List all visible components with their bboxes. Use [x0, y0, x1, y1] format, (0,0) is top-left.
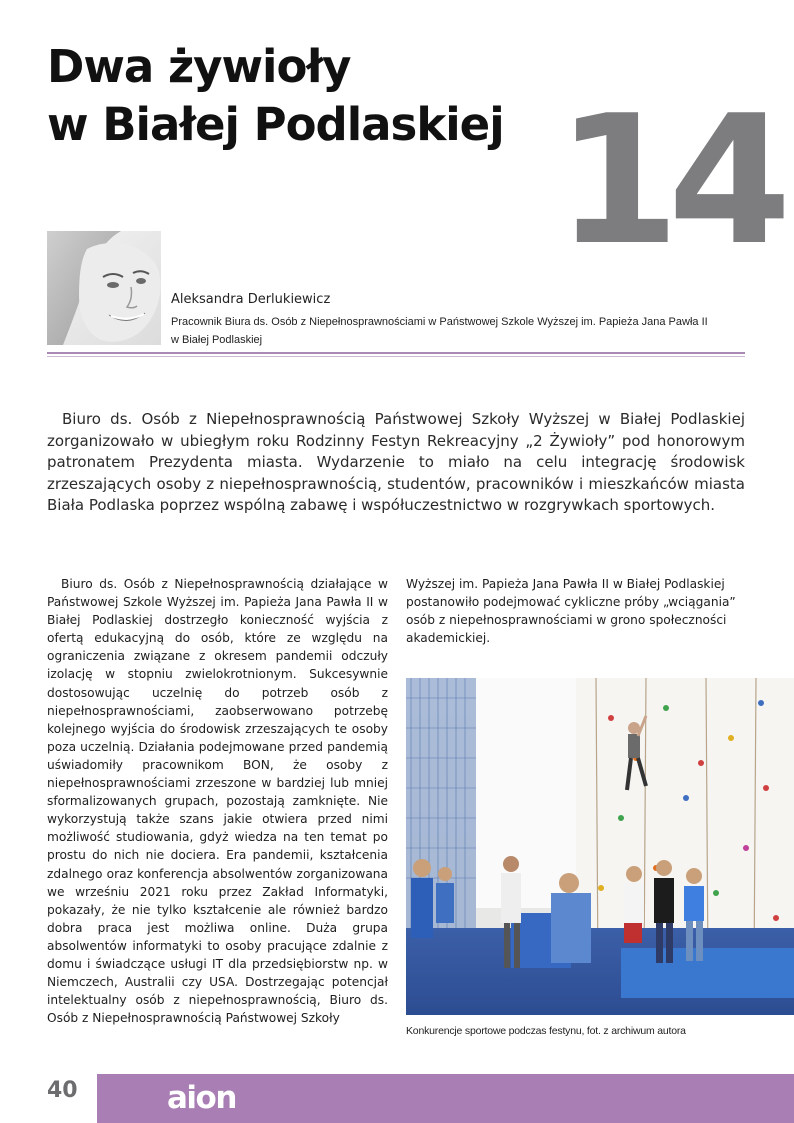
climbing-wall-photo	[406, 678, 794, 1015]
title-line-1: Dwa żywioły	[47, 40, 351, 93]
photo-caption: Konkurencje sportowe podczas festynu, fot. z archiwum autora	[406, 1025, 686, 1037]
author-divider-thin	[47, 356, 745, 357]
article-number: 14	[556, 77, 780, 284]
magazine-logo: aion	[167, 1080, 236, 1116]
article-title	[47, 38, 567, 154]
page-number: 40	[47, 1078, 78, 1103]
author-divider	[47, 352, 745, 354]
author-role-line-2: w Białej Podlaskiej	[171, 334, 263, 346]
lead-paragraph: Biuro ds. Osób z Niepełnosprawnością Państwowej Szkoły Wyższej w Białej Podlaskiej zorganizowało w ubiegłym roku Rodzinny Festyn Rekreacyjny „2 Żywioły” pod honorowym patronatem Prezydenta miasta. Wydarzenie to miało na celu integrację środowisk zrzeszających osoby z niepełnosprawnością, studentów, pracowników i mieszkańców miasta Biała Podlaska poprzez wspólną zabawę i współuczestnictwo w rozgrywkach sportowych.	[47, 410, 745, 514]
footer-bar	[97, 1074, 794, 1123]
author-role-line-1: Pracownik Biura ds. Osób z Niepełnosprawnościami w Państwowej Szkole Wyższej im. Papieża Jana Pawła II	[171, 316, 708, 328]
portrait-image	[47, 231, 161, 345]
body-column-left: Biuro ds. Osób z Niepełnosprawnością działające w Państwowej Szkole Wyższej im. Papieża Jana Pawła II w Białej Podlaskiej dostrzegło konieczność wyjścia z ofertą edukacyjną do osób, które ze względu na ograniczenia związane z okresem pandemii odczuły izolację w stopniu zwielokrotnionym. Sukcesywnie dostosowując uczelnię do potrzeb osób z niepełnosprawnościami, zaobserwowano potrzebę kolejnego wyjścia do środowisk zrzeszających te osoby poza uczelnią. Działania podejmowane przed pandemią uświadomiły pracownikom BON, że osoby z niepełnosprawnościami zrzeszone w bardziej lub mniej sformalizowanych grupach, pozostają zamknięte. Nie wykorzystują także szans jakie otwiera przed nimi możliwość studiowania, gdyż wiedza na ten temat po prostu do nich nie dociera. Era pandemii, kształcenia zdalnego oraz konferencja absolwentów zorganizowana we wrześniu 2021 roku przez Zakład Informatyki, pokazały, że nie tylko kształcenie ale również bardzo dobra praca jest możliwa online. Duża grupa absolwentów informatyki to osoby pracujące zdalnie z domu i świadczące usługi IT dla przedsiębiorstw np. w Niemczech, Australii czy USA. Dostrzegając potencjał intelektualny osób z niepełnosprawnością, Biuro ds. Osób z Niepełnosprawnością Państwowej Szkoły	[47, 577, 388, 1026]
body-column-right: Wyższej im. Papieża Jana Pawła II w Białej Podlaskiej postanowiło podejmować cykliczne próby „wciągania” osób z niepełnosprawnościami w grono społeczności akademickiej.	[406, 577, 736, 646]
author-affiliation	[171, 313, 741, 349]
title-line-2: w Białej Podlaskiej	[47, 98, 504, 151]
author-name: Aleksandra Derlukiewicz	[171, 292, 331, 307]
author-portrait	[47, 231, 161, 345]
photo-image	[406, 678, 794, 1015]
